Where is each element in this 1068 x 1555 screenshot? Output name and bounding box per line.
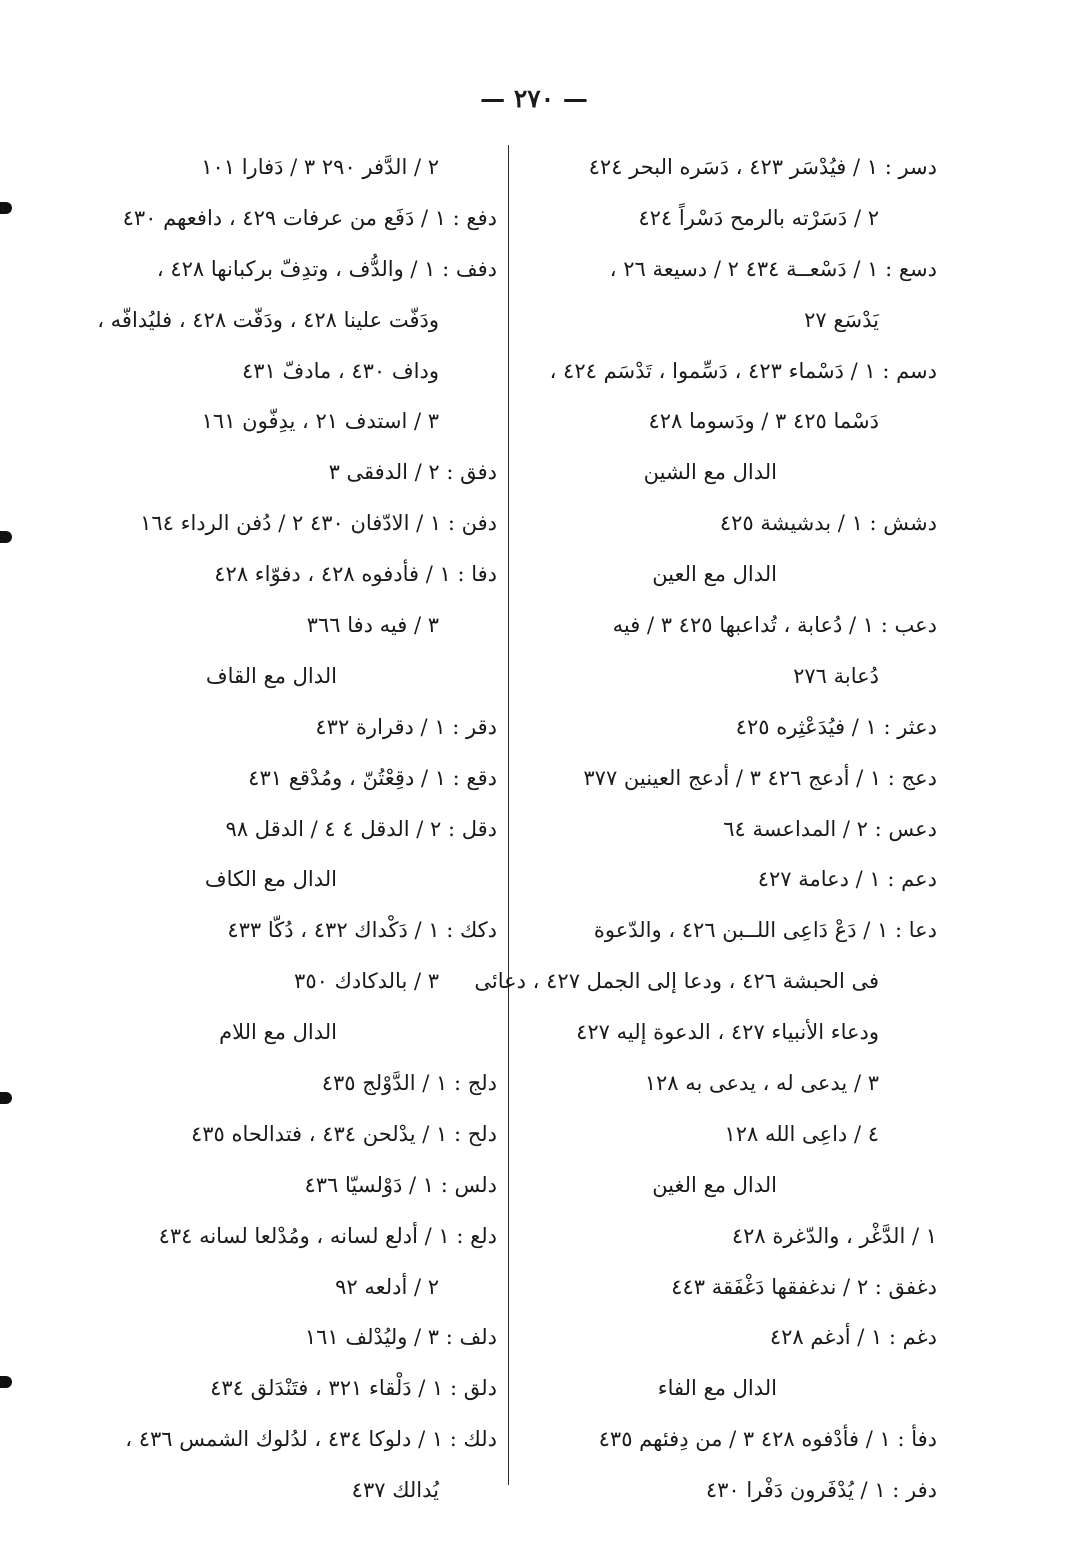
index-line: دلف : ٣ / وليُدْلف ١٦١ (304, 1325, 497, 1350)
index-line: دلق : ١ / دَلْقاء ٣٢١ ، فتَنْدَلق ٤٣٤ (210, 1376, 497, 1401)
index-line: يُدالك ٤٣٧ (351, 1478, 439, 1503)
index-line: ودَفّت علينا ٤٢٨ ، ودَفّت ٤٢٨ ، فليُدافّه ، (97, 307, 439, 332)
index-line: دلح : ١ / يدْلحن ٤٣٤ ، فتدالحاه ٤٣٥ (190, 1121, 497, 1146)
index-line: ١ / الدَّغْر ، والدّغرة ٤٢٨ (731, 1223, 937, 1248)
section-heading: الدال مع اللام (219, 1020, 337, 1045)
index-line: دقر : ١ / دقرارة ٤٣٢ (315, 714, 497, 739)
index-line: ودعاء الأنبياء ٤٢٧ ، الدعوة إليه ٤٢٧ (576, 1020, 879, 1045)
index-line: وداف ٤٣٠ ، مادفّ ٤٣١ (241, 358, 439, 383)
binding-mark (0, 202, 12, 214)
index-line: ٣ / يدعى له ، يدعى به ١٢٨ (644, 1071, 879, 1096)
section-heading: الدال مع الكاف (204, 867, 337, 892)
index-line: ٤ / داعِى الله ١٢٨ (724, 1121, 879, 1146)
index-line: ٢ / أدلعه ٩٢ (335, 1274, 439, 1299)
index-line: دعا : ١ / دَعْ دَاعِى اللــبن ٤٢٦ ، والدّعوة (593, 918, 937, 943)
binding-mark (0, 531, 12, 543)
index-line: دعج : ١ / أدعج ٤٢٦ ٣ / أدعج العينين ٣٧٧ (583, 765, 937, 790)
index-line: دُعابة ٢٧٦ (793, 663, 879, 688)
section-heading: الدال مع الفاء (657, 1376, 777, 1401)
section-heading: الدال مع الغين (652, 1172, 777, 1197)
index-line: دشش : ١ / بدشيشة ٤٢٥ (719, 511, 937, 536)
index-line: دغفق : ٢ / ندغفقها دَغْفَقة ٤٤٣ (671, 1274, 937, 1299)
index-line: فى الحبشة ٤٢٦ ، ودعا إلى الجمل ٤٢٧ ، دعائى (474, 969, 879, 994)
index-line: دعس : ٢ / المداعسة ٦٤ (723, 816, 937, 841)
index-line: دفن : ١ / الادّفان ٤٣٠ ٢ / دُفن الرداء ١٦٤ (140, 511, 497, 536)
index-line: دعب : ١ / دُعابة ، تُداعبها ٤٢٥ ٣ / فيه (612, 613, 937, 638)
binding-mark (0, 1092, 12, 1104)
index-line: دفأ : ١ / فأدْفوه ٤٢٨ ٣ / من دِفئهم ٤٣٥ (598, 1427, 937, 1452)
index-line: دفا : ١ / فأدفوه ٤٢٨ ، دفوّاء ٤٢٨ (214, 562, 497, 587)
index-line: دعثر : ١ / فيُدَعْثِره ٤٢٥ (735, 714, 937, 739)
index-line: دغم : ١ / أدغم ٤٢٨ (769, 1325, 937, 1350)
index-line: دفر : ١ / يُدْفَرون دَفْرا ٤٣٠ (705, 1478, 937, 1503)
index-line: دسر : ١ / فيُدْسَر ٤٢٣ ، دَسَره البحر ٤٢٤ (588, 155, 937, 179)
index-line: دلك : ١ / دلوكا ٤٣٤ ، لدُلوك الشمس ٤٣٦ ، (125, 1427, 497, 1452)
index-line: دَسْما ٤٢٥ ٣ / ودَسوما ٤٢٨ (648, 409, 879, 434)
index-line: ٣ / فيه دفا ٣٦٦ (306, 613, 439, 638)
index-line: ٢ / دَسَرْته بالرمح دَسْراً ٤٢٤ (638, 205, 879, 230)
index-line: دلس : ١ / دَوْلسيّا ٤٣٦ (304, 1172, 497, 1197)
left-column (82, 142, 497, 1503)
page-number: — ٢٧٠ — (480, 84, 588, 113)
index-line: ٣ / استدف ٢١ ، يدِفّون ١٦١ (201, 409, 439, 434)
index-line: دلج : ١ / الدَّوْلج ٤٣٥ (321, 1071, 497, 1096)
index-line: دقل : ٢ / الدقل ٤ ٤ / الدقل ٩٨ (225, 816, 497, 841)
index-line: دكك : ١ / دَكْداك ٤٣٢ ، دُكّا ٤٣٣ (227, 918, 497, 943)
index-line: دفع : ١ / دَفَع من عرفات ٤٢٩ ، دافعهم ٤٣٠ (122, 205, 497, 230)
section-heading: الدال مع الشين (643, 460, 777, 485)
index-line: دفف : ١ / والدُّف ، وتدِفّ بركبانها ٤٢٨ ، (156, 256, 497, 281)
index-line: دقع : ١ / دقِعْتُنّ ، ومُدْقع ٤٣١ (248, 765, 497, 790)
section-heading: الدال مع القاف (205, 663, 337, 688)
index-line: دسع : ١ / دَسْعــة ٤٣٤ ٢ / دسيعة ٢٦ ، (609, 256, 937, 281)
index-line: ٢ / الدَّفر ٢٩٠ ٣ / دَفارا ١٠١ (201, 155, 439, 179)
index-line: دفق : ٢ / الدفقى ٣ (328, 460, 497, 485)
binding-mark (0, 1376, 12, 1388)
right-column (474, 142, 937, 1503)
index-line: دعم : ١ / دعامة ٤٢٧ (757, 867, 937, 892)
column-divider (508, 145, 509, 1485)
index-line: دسم : ١ / دَسْماء ٤٢٣ ، دَسِّموا ، تَدْسَم ٤٢٤ ، (549, 358, 937, 383)
index-line: يَدْسَع ٢٧ (804, 307, 879, 332)
index-line: دلع : ١ / أدلع لسانه ، ومُدْلعا لسانه ٤٣٤ (158, 1223, 497, 1248)
index-line: ٣ / بالدكادك ٣٥٠ (294, 969, 439, 994)
section-heading: الدال مع العين (652, 562, 777, 587)
